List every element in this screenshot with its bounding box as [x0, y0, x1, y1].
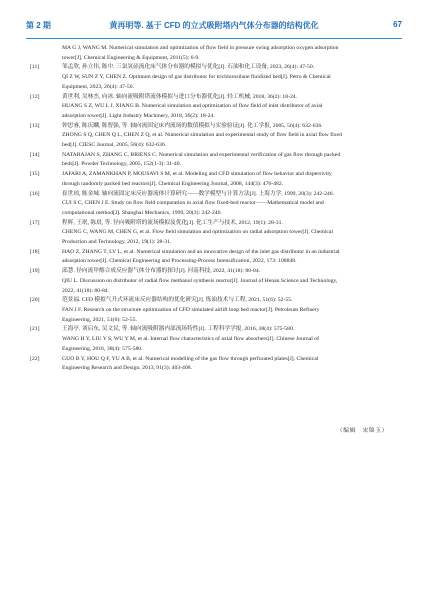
reference-line: Production and Technology, 2012, 19(1): 28-31.: [62, 239, 172, 246]
reference-line: 崔世琼, 陈金城. 轴向流固定床反应器流体计算研究——数学模型与计算方法[J]. 上海力学, 1999, 20(3): 242-246.: [62, 190, 335, 197]
reference-item: [26, 63, 403, 92]
reference-number: [18]: [30, 248, 40, 255]
reference-number: [12]: [30, 93, 40, 100]
reference-item: [26, 219, 403, 248]
reference-line: 范景福. CFD 模拟气升式环流床反应器结构的优化研究[J]. 炼油技术与工程, 2021, 51(6): 52-55.: [62, 297, 293, 304]
reference-item: [26, 44, 403, 63]
reference-line: JAFARI A, ZAMANKHAN P, MOUSAVI S M, et al. Modeling and CFD simulation of flow behavior and dispersivity: [62, 171, 332, 178]
issue-number: 第 2 期: [26, 21, 51, 30]
editor-note: （编辑 宋锦玉）: [336, 428, 388, 434]
reference-line: beds[J]. Powder Technology, 2005, 152(1-3): 31-40.: [62, 161, 182, 168]
reference-item: [26, 170, 403, 189]
running-header: [26, 8, 402, 39]
reference-line: through randomly packed bed reactors[J]. Chemical Engineering Journal, 2008, 144(3): 476-482.: [62, 180, 284, 187]
reference-number: [14]: [30, 151, 40, 158]
reference-line: HUANG S Z, WU L J, XIANG B. Numerical simulation and optimization of flow field of inlet distributor of axial: [62, 103, 323, 110]
reference-number: [20]: [30, 297, 40, 304]
reference-number: [21]: [30, 326, 40, 333]
reference-line: Engineering Research and Design, 2013, 91(3): 403-408.: [62, 365, 192, 372]
reference-line: Equipment, 2023, 26(4): 47-50.: [62, 83, 135, 90]
reference-line: NATARAJAN S, ZHANG C, BRIENS C. Numerical simulation and experimental verification of gas flow through packed: [62, 151, 341, 158]
reference-number: [22]: [30, 355, 40, 362]
reference-line: QI Z W, SUN Z Y, CHEN Z. Optimum design of gas distributor for trichlorosilane fluidized bed[J]. Petro & Chemical: [62, 74, 331, 81]
reference-line: HAO Z, ZHANG T, LV L, et al. Numerical simulation and an innovative design of the inlet gas distributor in an industrial: [62, 248, 340, 255]
reference-number: [17]: [30, 219, 40, 226]
reference-item: [26, 355, 403, 374]
reference-item: [26, 325, 403, 354]
reference-number: [19]: [30, 268, 40, 275]
reference-line: CUI S C, CHEN J E. Study on flow field computation in axial flow fixed-bed reactor——Mathematical model and: [62, 200, 324, 207]
reference-number: [13]: [30, 122, 40, 129]
reference-item: [26, 122, 403, 151]
reference-line: 邱慧. 径向流甲醇合成反应器气体分布器的探讨[J]. 河南科技, 2022, 41(18): 80-84.: [62, 268, 261, 275]
reference-item: [26, 248, 403, 267]
running-title: 黄再明等. 基于 CFD 的立式吸附塔内气体分布器的结构优化: [109, 21, 319, 30]
reference-line: MA G J, WANG M. Numerical simulation and optimization of flow field in pressure swing adsorption oxygen adsorption: [62, 45, 339, 51]
reference-number: [15]: [30, 171, 40, 178]
reference-line: ZHONG S Q, CHEN Q L, CHEN Z Q, et al. Numerical simulation and experimental study of flow field in axial flow fixed: [62, 132, 342, 139]
reference-item: [26, 267, 403, 296]
reference-line: bed[J]. CIESC Journal, 2005, 56(4): 632-636.: [62, 142, 167, 149]
reference-line: 王海亭, 刘启东, 吴文民, 等. 轴向流吸附器内部流场特性[J]. 工程科学学报, 2016, 38(4): 575-580.: [62, 326, 295, 333]
reference-line: computational method[J]. Shanghai Mechanics, 1999, 20(3): 242-246.: [62, 209, 222, 216]
reference-list: [26, 44, 403, 374]
reference-line: WANG H Y, LIU Y S, WU Y M, et al. Internal flow characteristics of axial flow absorbers[J]. Chinese Journal of: [62, 336, 319, 343]
reference-number: [16]: [30, 190, 40, 197]
reference-item: [26, 151, 403, 170]
reference-line: Engineering, 2016, 38(4): 575-580.: [62, 345, 143, 352]
reference-line: QIU L. Discussion on distributor of radial flow methanol synthesis reactor[J]. Journal of Henan Science and Technology,: [62, 277, 338, 284]
reference-number: [11]: [30, 64, 40, 71]
reference-line: 邹孟欣, 孙立伟, 陈中. 三氯氢硅流化床气体分布器的模拟与优化[J]. 石油和化工设备, 2023, 26(4): 47-50.: [62, 64, 315, 71]
reference-line: FAN J F. Research on the structure optimization of CFD simulated airlift loop bed reactor[J]. Petroleum Refinery: [62, 306, 320, 313]
reference-line: adsorption tower[J]. Light Industry Machinery, 2018, 36(2): 18-24.: [62, 112, 215, 119]
reference-line: Engineering, 2021, 51(6): 52-55.: [62, 316, 137, 323]
reference-item: [26, 93, 403, 122]
page-number: 67: [393, 20, 402, 29]
reference-line: 钟思睿, 陈庆麟, 陈智强, 等. 轴向流固定床内流场的数值模拟与实验验证[J]. 化工学报, 2005, 56(4): 632-636.: [62, 122, 323, 129]
reference-item: [26, 190, 403, 219]
reference-line: tower[J]. Chemical Engineering & Equipment, 2011(5): 6-9.: [62, 54, 200, 61]
reference-line: 黄世利, 吴林杰, 向冰. 轴向流吸附塔流体模拟与进口分布器优化[J]. 轻工机械, 2018, 36(2): 18-24.: [62, 93, 298, 100]
reference-line: GUO B Y, HOU Q F, YU A B, et al. Numerical modelling of the gas flow through perforated plates[J]. Chemical: [62, 355, 319, 362]
reference-item: [26, 296, 403, 325]
reference-line: 2022, 41(18): 80-84.: [62, 287, 110, 294]
reference-line: 程辉, 王珉, 陈晨, 等. 径向吸附塔的流场模拟及优化[J]. 化工生产与技术, 2012, 19(1): 28-31.: [62, 219, 283, 226]
reference-line: adsorption tower[J]. Chemical Engineering and Processing-Process Intensification, 2022, 173: 108848.: [62, 258, 297, 265]
reference-line: CHENG C, WANG M, CHEN G, et al. Flow field simulation and optimization on radial adsorption tower[J]. Chemical: [62, 229, 333, 236]
